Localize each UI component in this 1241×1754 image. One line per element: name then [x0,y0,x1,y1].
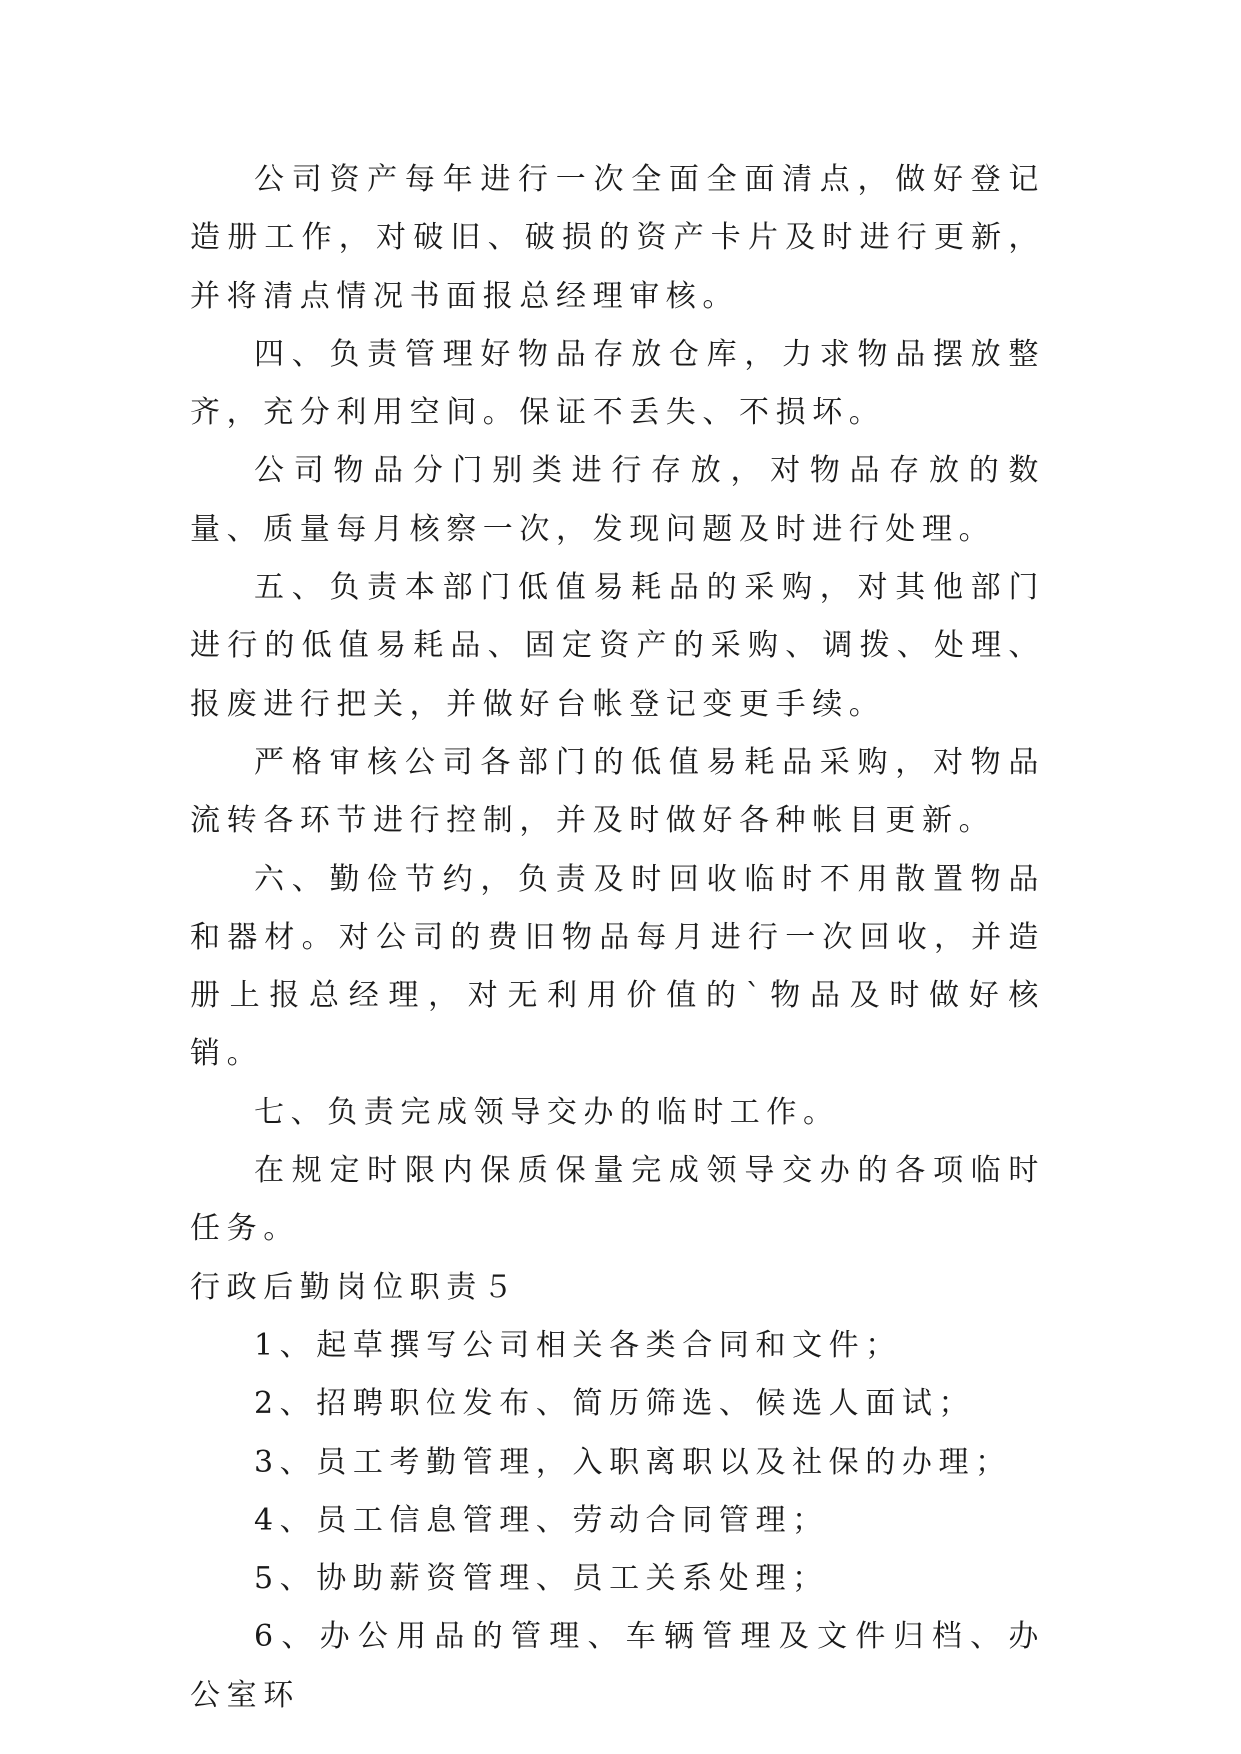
document-body [190,151,1045,1725]
list-item-payroll: 5、协助薪资管理、员工关系处理； [254,1561,829,1597]
paragraph-item-7-tasks: 七、负责完成领导交办的临时工作。 [254,1094,840,1130]
section-heading: 行政后勤岗位职责５ [190,1269,520,1305]
paragraph-item-6-recycling: 六、勤俭节约，负责及时回收临时不用散置物品和器材。对公司的费旧物品每月进行一次回收，并造册上报总经理，对无利用价值的`物品及时做好核销。 [190,861,1045,1072]
paragraph-procurement-review: 严格审核公司各部门的低值易耗品采购，对物品流转各环节进行控制，并及时做好各种帐目更新。 [190,744,1045,839]
list-item-attendance: 3、员工考勤管理，入职离职以及社保的办理； [254,1444,1012,1480]
paragraph-item-storage: 公司物品分门别类进行存放，对物品存放的数量、质量每月核察一次，发现问题及时进行处理。 [190,453,1045,547]
paragraph-asset-inventory: 公司资产每年进行一次全面全面清点，做好登记造册工作，对破旧、破损的资产卡片及时进行更新，并将清点情况书面报总经理审核。 [190,162,1045,314]
paragraph-temporary-tasks: 在规定时限内保质保量完成领导交办的各项临时任务。 [190,1153,1045,1247]
list-item-employee-info: 4、员工信息管理、劳动合同管理； [254,1502,829,1538]
paragraph-item-5-procurement: 五、负责本部门低值易耗品的采购，对其他部门进行的低值易耗品、固定资产的采购、调拨、处理、报废进行把关，并做好台帐登记变更手续。 [190,570,1045,722]
list-item-recruiting: 2、招聘职位发布、简历筛选、候选人面试； [254,1386,976,1422]
list-item-office-supplies: 6、办公用品的管理、车辆管理及文件归档、办公室环 [190,1619,1045,1713]
list-item-contracts: 1、起草撰写公司相关各类合同和文件； [254,1327,902,1363]
paragraph-item-4-warehouse: 四、负责管理好物品存放仓库，力求物品摆放整齐，充分利用空间。保证不丢失、不损坏。 [190,336,1045,431]
